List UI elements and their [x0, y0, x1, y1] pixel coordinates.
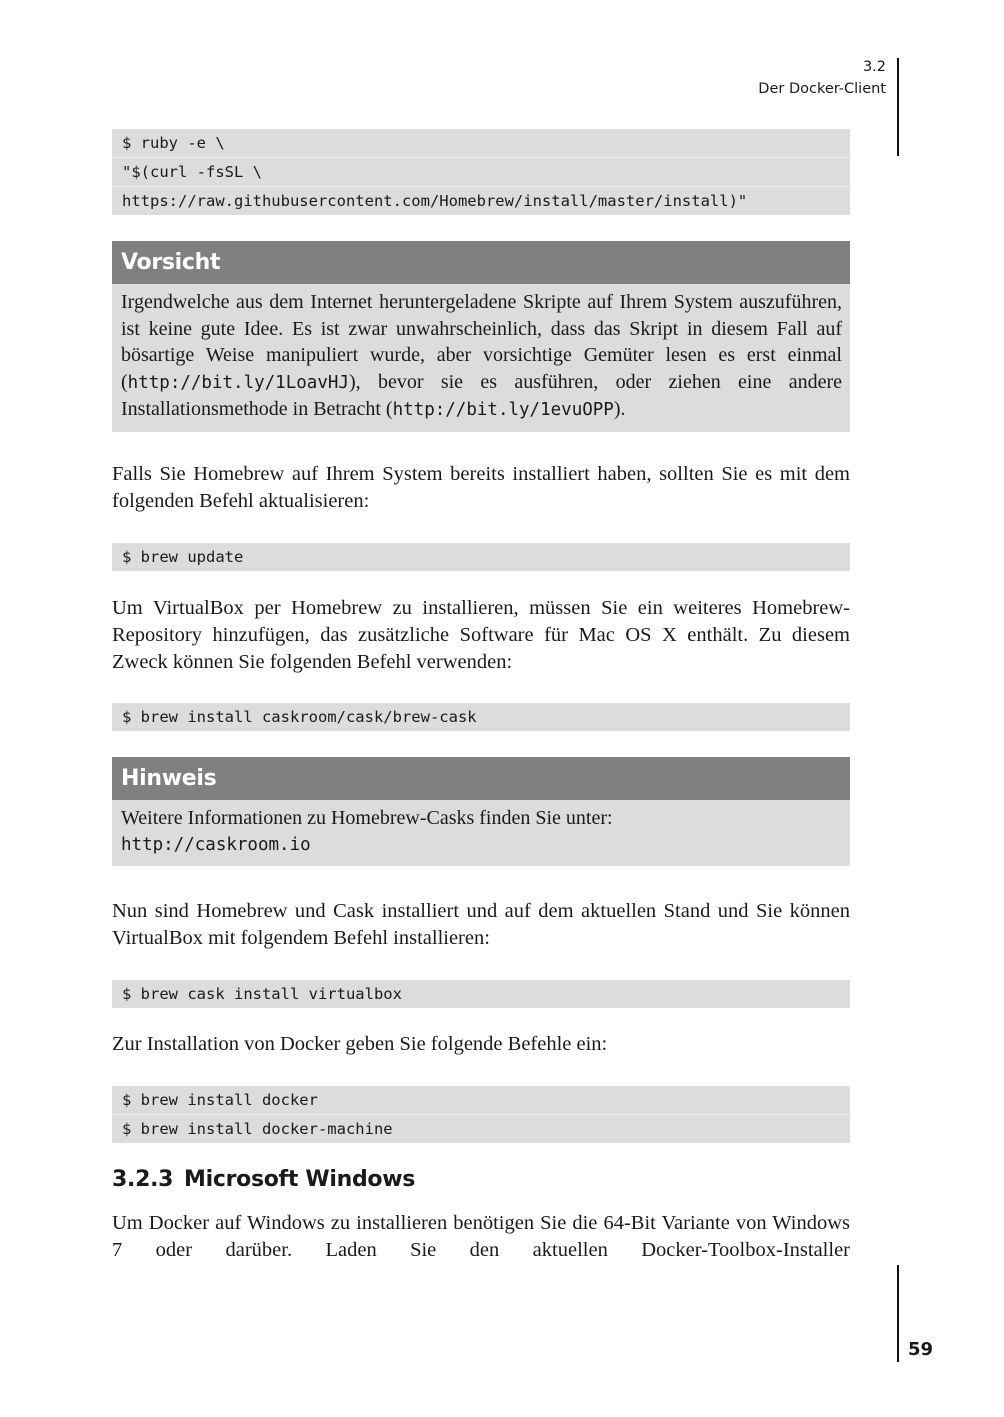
caution-text: Irgendwelche aus dem Internet heruntergeladene Skripte auf Ihrem System auszuführen, ist keine gute Idee. Es ist zwar unwahrscheinlich, dass das Skript in diesem Fall auf bösartige Weise manipuliert wurde, aber vorsichtige Gemüter lesen es erst einmal (: [121, 291, 842, 393]
code-line: https://raw.githubusercontent.com/Homebrew/install/master/install)": [112, 186, 850, 215]
paragraph-virtualbox: Nun sind Homebrew und Cask installiert und auf dem aktuellen Stand und Sie können VirtualBox mit folgendem Befehl installieren:: [112, 900, 850, 949]
running-head-section-title: Der Docker-Client: [758, 81, 886, 97]
note-text: Weitere Informationen zu Homebrew-Casks finden Sie unter:: [121, 807, 613, 829]
section-number: 3.2.3: [112, 1167, 174, 1192]
code-line: $ brew cask install virtualbox: [122, 985, 402, 1003]
code-line: $ brew update: [122, 548, 244, 566]
section-heading: [112, 1167, 415, 1192]
code-line: $ brew install docker: [122, 1091, 318, 1109]
code-line: $ brew install caskroom/cask/brew-cask: [122, 708, 477, 726]
code-block-update: [112, 543, 850, 571]
code-line: $ ruby -e \: [122, 134, 225, 152]
code-block-cask: [112, 703, 850, 731]
caution-text: ).: [613, 398, 626, 420]
running-head-section-number: 3.2: [862, 59, 886, 75]
margin-rule-bottom: [897, 1265, 899, 1362]
code-line: $ brew install docker-machine: [112, 1114, 850, 1143]
code-block-docker: [112, 1086, 850, 1143]
note-box-body: [112, 800, 850, 866]
code-line: "$(curl -fsSL \: [112, 157, 850, 186]
running-head: [758, 56, 886, 100]
caution-link-1[interactable]: http://bit.ly/1LoavHJ: [127, 372, 349, 393]
section-title: Microsoft Windows: [184, 1167, 416, 1192]
caution-link-2[interactable]: http://bit.ly/1evuOPP: [392, 400, 614, 420]
code-block-install-homebrew: [112, 129, 850, 215]
paragraph-windows: Um Docker auf Windows zu installieren benötigen Sie die 64-Bit Variante von Windows 7 oder darüber. Laden Sie den aktuellen Docker-Toolbox-Installer: [112, 1212, 850, 1261]
paragraph-update: Falls Sie Homebrew auf Ihrem System bereits installiert haben, sollten Sie es mit dem folgenden Befehl aktualisieren:: [112, 463, 850, 512]
page-number: 59: [908, 1339, 934, 1360]
caution-text: ), bevor sie es ausführen, oder ziehen eine andere Installationsmethode in Betracht (: [121, 370, 842, 420]
paragraph-cask: Um VirtualBox per Homebrew zu installieren, müssen Sie ein weiteres Homebrew-Repository hinzufügen, das zusätzliche Software für Mac OS X enthält. Zu diesem Zweck können Sie folgenden Befehl verwenden:: [112, 597, 850, 673]
caution-box: [112, 241, 850, 432]
note-link[interactable]: http://caskroom.io: [121, 834, 311, 855]
note-box-title: Hinweis: [112, 757, 850, 800]
margin-rule-top: [897, 58, 899, 156]
paragraph-docker: Zur Installation von Docker geben Sie folgende Befehle ein:: [112, 1033, 608, 1055]
note-box: [112, 757, 850, 866]
caution-box-title: Vorsicht: [112, 241, 850, 284]
caution-box-body: [112, 284, 850, 432]
code-block-virtualbox: [112, 980, 850, 1008]
